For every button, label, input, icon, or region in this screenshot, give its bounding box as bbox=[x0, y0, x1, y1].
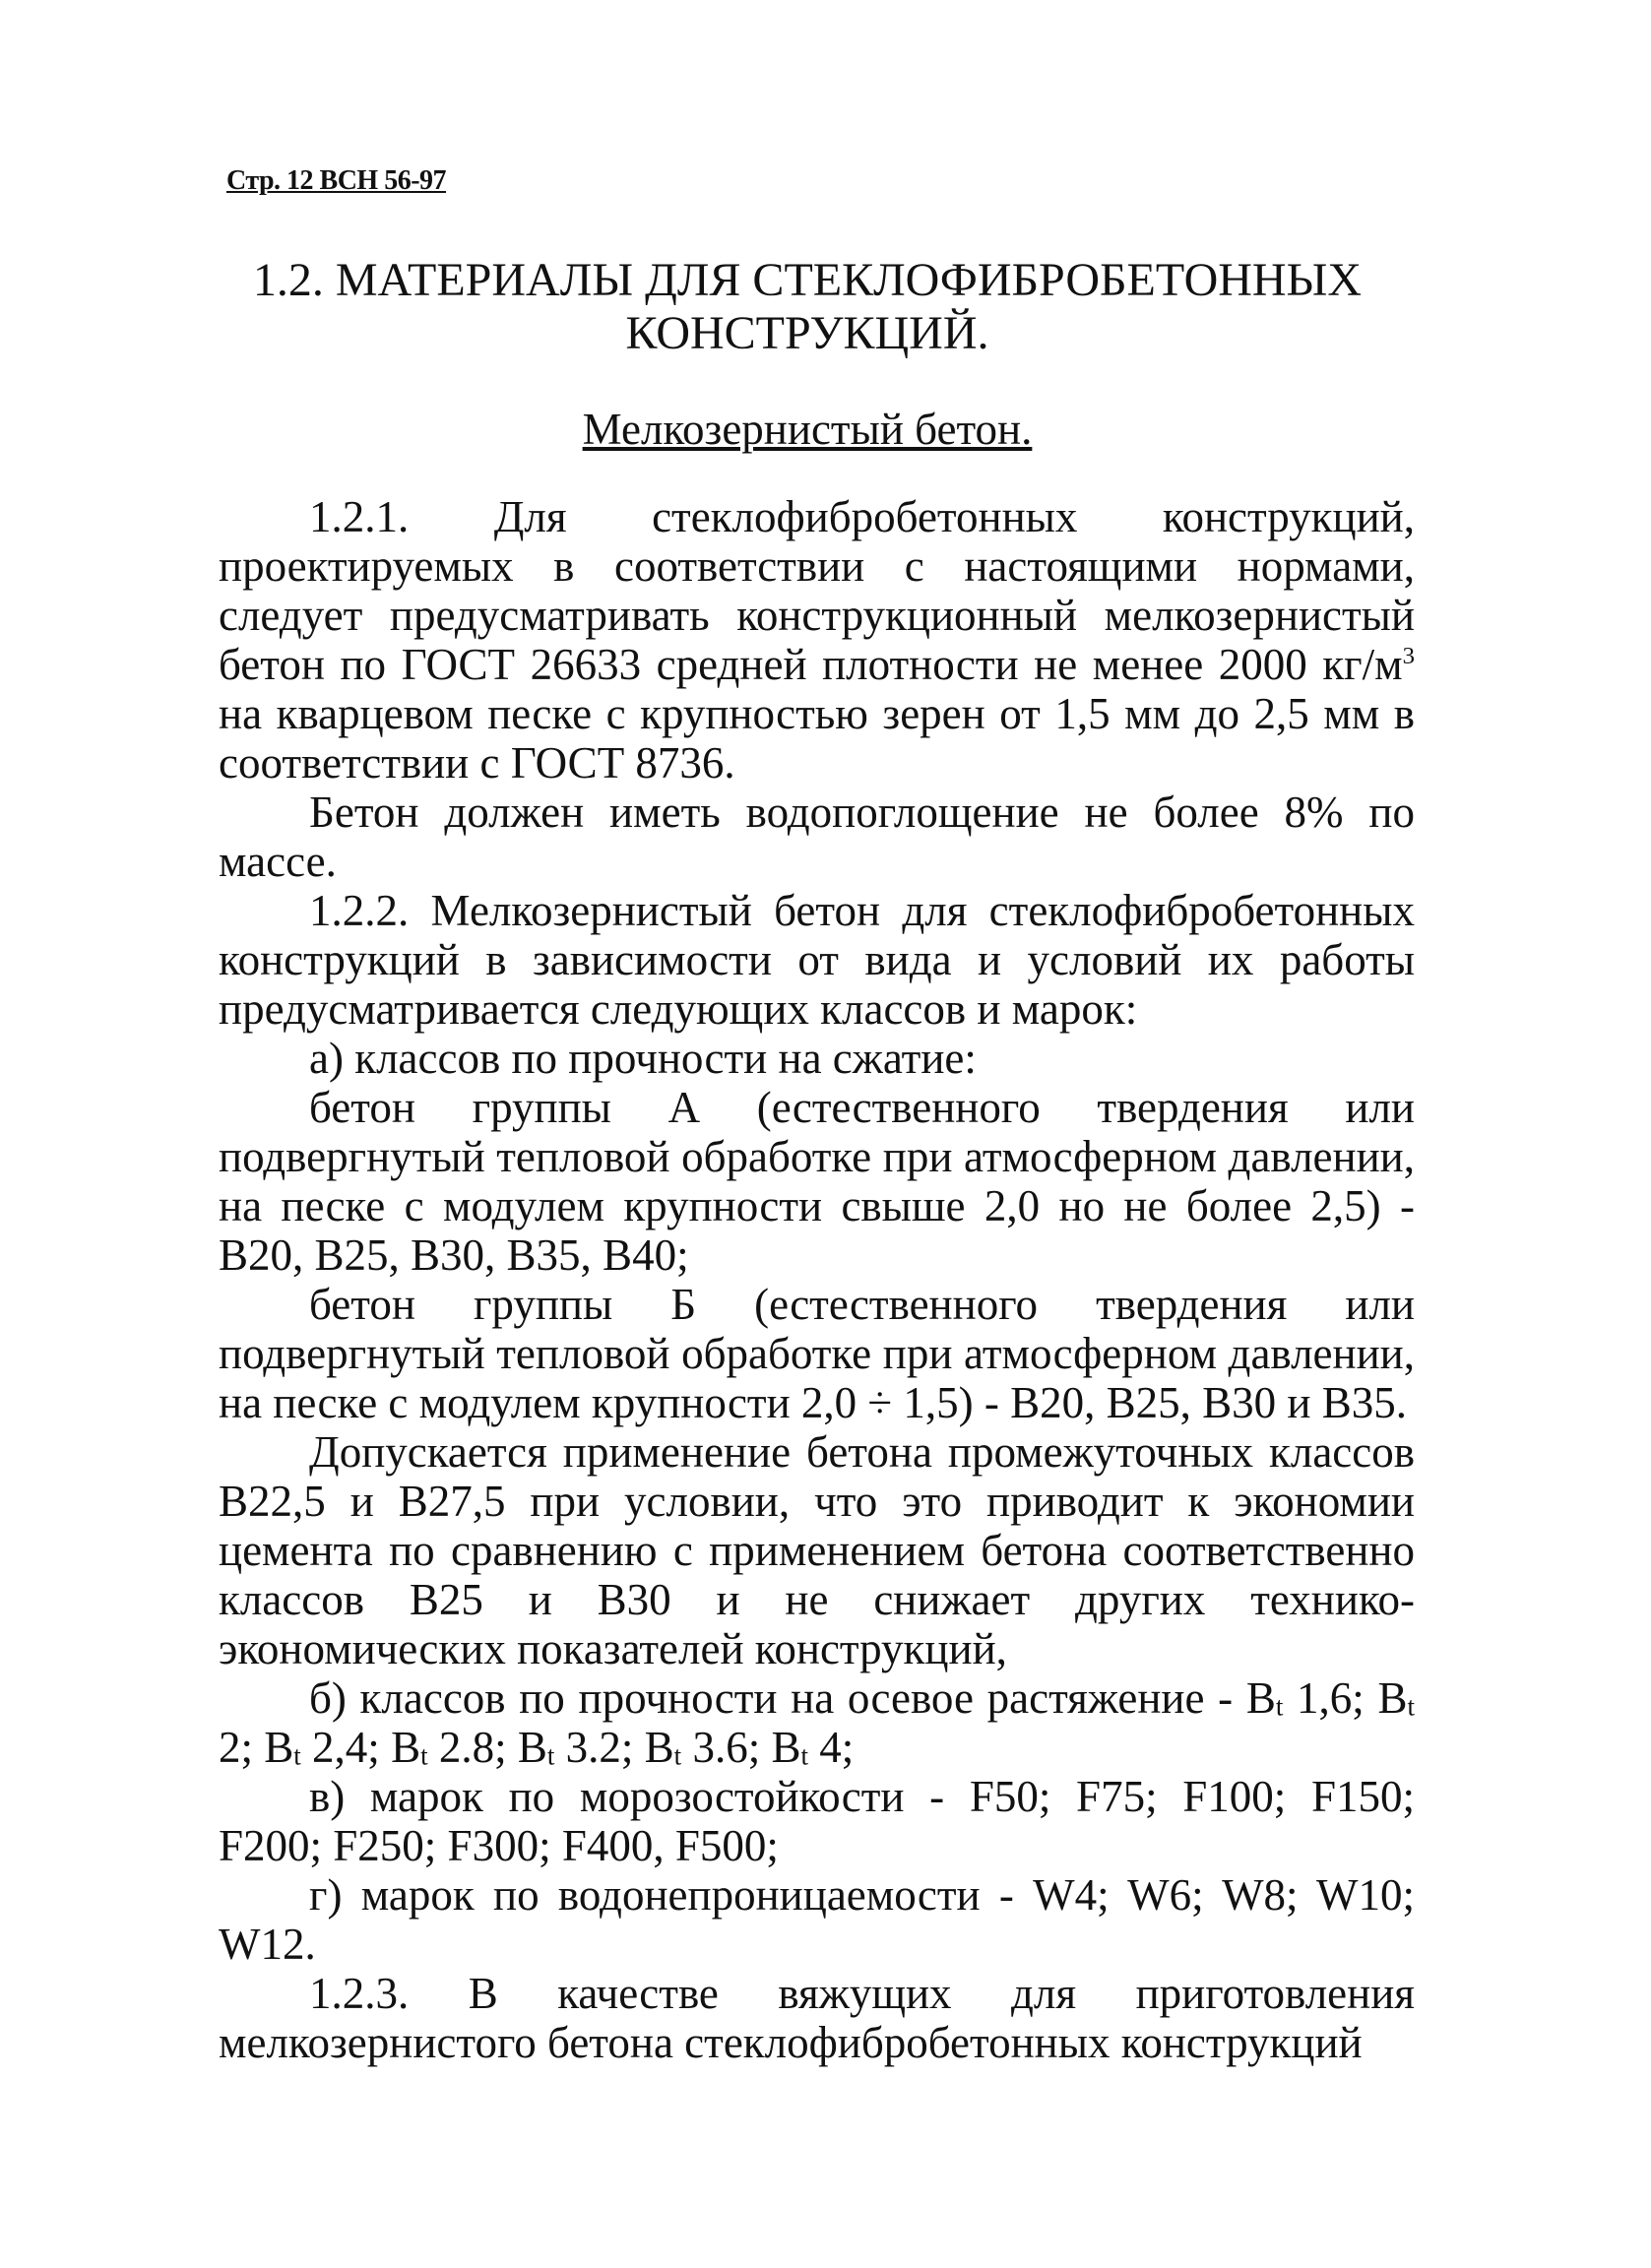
list-item-g: г) марок по водонепроницаемости - W4; W6; W8; W10; W12. bbox=[219, 1870, 1415, 1969]
paragraph-water-absorption: Бетон должен иметь водопоглощение не более 8% по массе. bbox=[219, 788, 1415, 886]
concrete-group-a: бетон группы А (естественного твердения или подвергнутый тепловой обработке при атмосферном давлении, на песке с модулем крупности свыше 2,0 но не более 2,5) - В20, В25, В30, В35, В40; bbox=[219, 1083, 1415, 1280]
list-item-b: б) классов по прочности на осевое растяжение - $B_t$ 1,6; $B_t$ 2; $B_t$ 2,4; $B_t$ 2.8; $B_t$ 3.2; $B_t$ 3.6; $B_t$ 4; bbox=[219, 1673, 1415, 1772]
section-title bbox=[197, 254, 1418, 360]
section-title-line-1: 1.2. МАТЕРИАЛЫ ДЛЯ СТЕКЛОФИБРОБЕТОННЫХ bbox=[252, 254, 1363, 306]
paragraph-intermediate-classes: Допускается применение бетона промежуточных классов В22,5 и В27,5 при условии, что это приводит к экономии цемента по сравнению с применением бетона соответственно классов В25 и В30 и не снижает других технико-экономических показателей конструкций, bbox=[219, 1427, 1415, 1673]
section-title-line-2: КОНСТРУКЦИЙ. bbox=[625, 307, 989, 359]
list-item-a: а) классов по прочности на сжатие: bbox=[309, 1034, 977, 1083]
page-header: Стр. 12 ВСН 56-97 bbox=[226, 165, 447, 196]
concrete-group-b: бетон группы Б (естественного твердения или подвергнутый тепловой обработке при атмосферном давлении, на песке с модулем крупности 2,0 ÷ 1,5) - В20, В25, В30 и В35. bbox=[219, 1280, 1415, 1427]
list-item-v: в) марок по морозостойкости - F50; F75; F100; F150; F200; F250; F300; F400, F500; bbox=[219, 1772, 1415, 1870]
paragraph-1-2-2: 1.2.2. Мелкозернистый бетон для стеклофибробетонных конструкций в зависимости от вида и условий их работы предусматривается следующих классов и марок: bbox=[219, 886, 1415, 1034]
paragraph-1-2-1: 1.2.1. Для стеклофибробетонных конструкций, проектируемых в соответствии с настоящими нормами, следует предусматривать конструкционный мелкозернистый бетон по ГОСТ 26633 средней плотности не менее 2000 $кг/м^3$ на кварцевом песке с крупностью зерен от 1,5 мм до 2,5 мм в соответствии с ГОСТ 8736. bbox=[219, 492, 1415, 788]
body-text bbox=[219, 492, 1415, 2067]
subsection-title: Мелкозернистый бетон. bbox=[582, 405, 1033, 454]
paragraph-1-2-3: 1.2.3. В качестве вяжущих для приготовления мелкозернистого бетона стеклофибробетонных конструкций bbox=[219, 1969, 1415, 2067]
